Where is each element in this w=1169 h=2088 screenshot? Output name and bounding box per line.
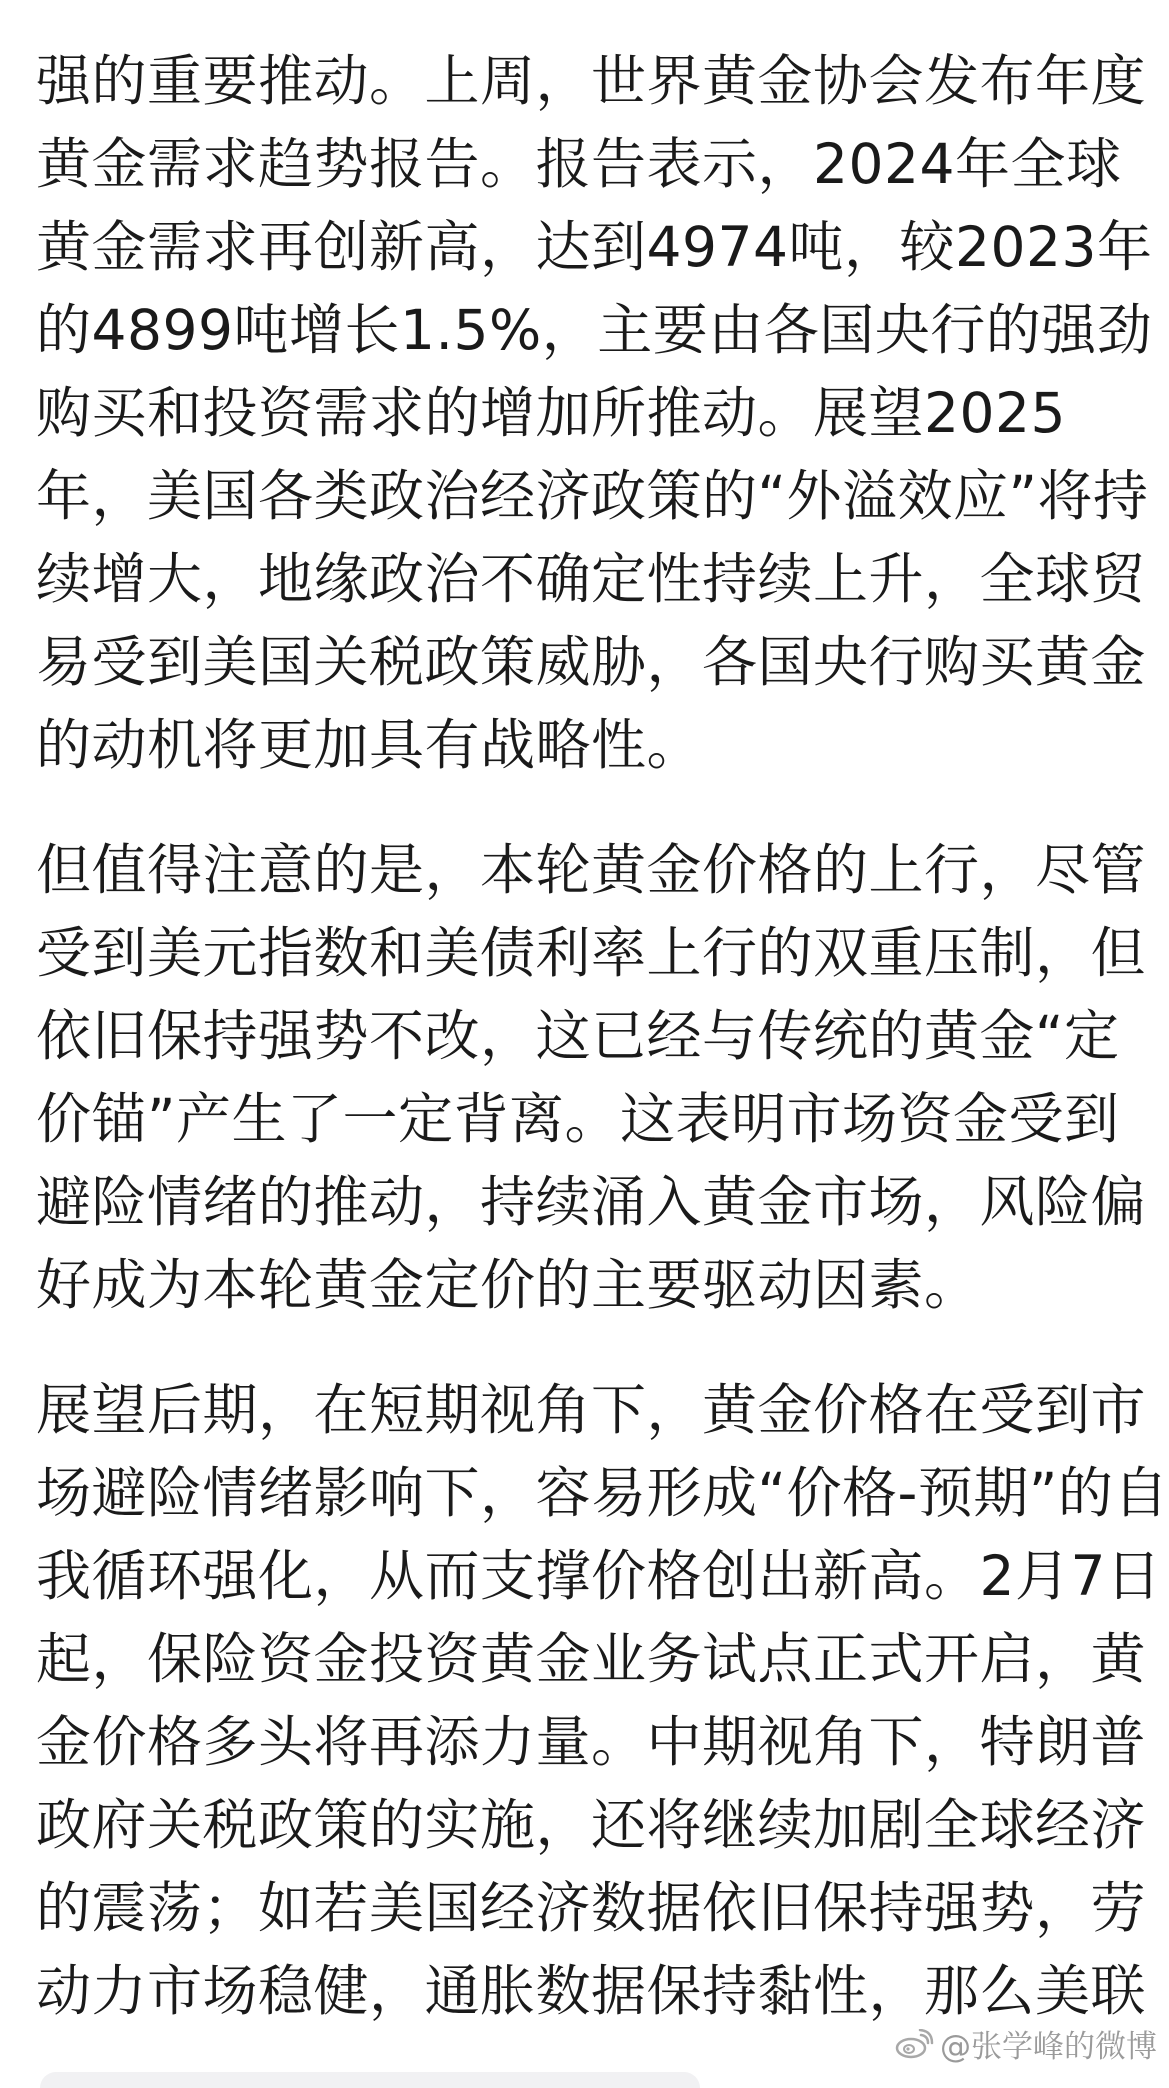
text-line: 场避险情绪影响下，容易形成“价格-预期”的自: [36, 1461, 1169, 1525]
text-line: 的震荡；如若美国经济数据依旧保持强势，劳: [36, 1876, 1147, 1940]
text-line: 动力市场稳健，通胀数据保持黏性，那么美联: [36, 1959, 1147, 2023]
paragraph-spacer: [36, 1327, 1136, 1369]
text-line: 黄金需求趋势报告。报告表示，2024年全球: [36, 132, 1122, 196]
text-line: 黄金需求再创新高，达到4974吨，较2023年: [36, 215, 1153, 279]
text-line: 受到美元指数和美债利率上行的双重压制，但: [36, 921, 1147, 985]
weibo-logo-icon: [894, 2029, 934, 2059]
text-line: 的4899吨增长1.5%，主要由各国央行的强劲: [36, 298, 1153, 362]
text-line: 起，保险资金投资黄金业务试点正式开启，黄: [36, 1627, 1147, 1691]
text-line: 但值得注意的是，本轮黄金价格的上行，尽管: [36, 838, 1147, 902]
text-line: 展望后期，在短期视角下，黄金价格在受到市: [36, 1378, 1147, 1442]
text-line: 的动机将更加具有战略性。: [36, 713, 703, 777]
article-body: [36, 40, 1169, 2033]
text-line: 好成为本轮黄金定价的主要驱动因素。: [36, 1253, 980, 1317]
text-line: 强的重要推动。上周，世界黄金协会发布年度: [36, 49, 1147, 113]
text-line: 购买和投资需求的增加所推动。展望2025: [36, 381, 1066, 445]
text-line: 易受到美国关税政策威胁，各国央行购买黄金: [36, 630, 1147, 694]
text-line: 金价格多头将再添力量。中期视角下，特朗普: [36, 1710, 1147, 1774]
text-line: 价锚”产生了一定背离。这表明市场资金受到: [36, 1087, 1120, 1151]
paragraph-1: [36, 40, 1153, 787]
text-line: 续增大，地缘政治不确定性持续上升，全球贸: [36, 547, 1147, 611]
watermark-text: @张学峰的微博: [940, 2029, 1157, 2065]
paragraph-3: [36, 1369, 1169, 2033]
text-line: 我循环强化，从而支撑价格创出新高。2月7日: [36, 1544, 1162, 1608]
weibo-watermark: [894, 2021, 1157, 2066]
text-line: 政府关税政策的实施，还将继续加剧全球经济: [36, 1793, 1147, 1857]
paragraph-spacer: [36, 787, 1136, 829]
text-line: 年，美国各类政治经济政策的“外溢效应”将持: [36, 464, 1149, 528]
text-line: 依旧保持强势不改，这已经与传统的黄金“定: [36, 1004, 1120, 1068]
paragraph-2: [36, 829, 1147, 1327]
bottom-input-bar: [40, 2072, 700, 2088]
text-line: 避险情绪的推动，持续涌入黄金市场，风险偏: [36, 1170, 1147, 1234]
